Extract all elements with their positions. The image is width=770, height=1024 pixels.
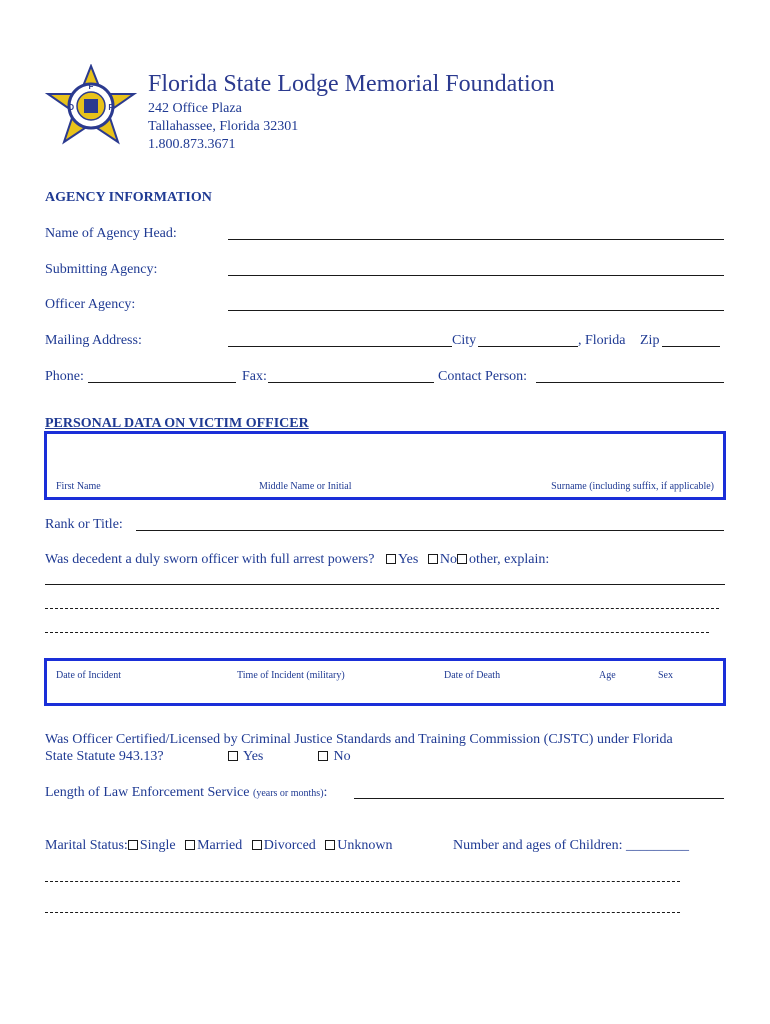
certified-question-line-1: Was Officer Certified/Licensed by Criminal Justice Standards and Training Commission (CJSTC) under Florida	[45, 732, 673, 747]
officer-agency-label: Officer Agency:	[45, 297, 136, 312]
mailing-address-label: Mailing Address:	[45, 333, 142, 348]
first-name-label: First Name	[56, 481, 101, 492]
name-box[interactable]	[44, 431, 726, 500]
service-units: (years or months)	[252, 788, 324, 799]
marital-single-checkbox[interactable]	[128, 840, 138, 850]
service-label-group: Length of Law Enforcement Service (years or months):	[45, 785, 328, 800]
certified-no-label: No	[333, 749, 351, 764]
service-field[interactable]	[354, 798, 724, 799]
marital-unknown-label: Unknown	[337, 838, 393, 853]
agency-section-title: AGENCY INFORMATION	[45, 190, 212, 205]
sworn-question-text: Was decedent a duly sworn officer with full arrest powers?	[45, 552, 375, 567]
marital-single-label: Single	[139, 838, 176, 853]
address-line-1: 242 Office Plaza	[148, 101, 242, 116]
marital-married-label: Married	[197, 838, 243, 853]
sex-label: Sex	[658, 670, 673, 681]
fax-label: Fax:	[242, 369, 267, 384]
certified-question-line-2: State Statute 943.13?	[45, 749, 164, 764]
svg-text:P: P	[108, 103, 114, 112]
certified-no-checkbox[interactable]	[318, 751, 328, 761]
mailing-address-field[interactable]	[228, 346, 452, 347]
phone-number: 1.800.873.3671	[148, 137, 236, 152]
marital-status-group	[45, 838, 393, 854]
agency-head-label: Name of Agency Head:	[45, 226, 177, 241]
phone-label: Phone:	[45, 369, 84, 384]
sworn-yes-checkbox[interactable]	[386, 554, 396, 564]
city-field[interactable]	[478, 346, 578, 347]
sworn-other-label: other, explain:	[468, 552, 550, 567]
service-label: Length of Law Enforcement Service	[45, 785, 250, 800]
children-label: Number and ages of Children: _________	[453, 838, 690, 853]
middle-name-label: Middle Name or Initial	[259, 481, 352, 492]
zip-label: Zip	[640, 333, 660, 348]
certified-yes-label: Yes	[242, 749, 264, 764]
marital-married-checkbox[interactable]	[185, 840, 195, 850]
sworn-other-checkbox[interactable]	[457, 554, 467, 564]
svg-text:O: O	[67, 103, 75, 112]
certified-yes-checkbox[interactable]	[228, 751, 238, 761]
rank-label: Rank or Title:	[45, 517, 123, 532]
certified-yes-option	[228, 749, 263, 765]
marital-divorced-checkbox[interactable]	[252, 840, 262, 850]
address-line-2: Tallahassee, Florida 32301	[148, 119, 299, 134]
children-line-2[interactable]	[45, 912, 680, 913]
svg-text:F: F	[88, 82, 94, 91]
sworn-no-label: No	[439, 552, 457, 567]
children-line-1[interactable]	[45, 881, 680, 882]
contact-person-field[interactable]	[536, 382, 724, 383]
marital-divorced-label: Divorced	[263, 838, 316, 853]
incident-box[interactable]	[44, 658, 726, 706]
sworn-no-checkbox[interactable]	[428, 554, 438, 564]
city-label: City	[452, 333, 477, 348]
contact-person-label: Contact Person:	[438, 369, 528, 384]
date-of-incident-label: Date of Incident	[56, 670, 121, 681]
age-label: Age	[599, 670, 616, 681]
time-of-incident-label: Time of Incident (military)	[237, 670, 345, 681]
phone-field[interactable]	[88, 382, 236, 383]
submitting-agency-field[interactable]	[228, 275, 724, 276]
sworn-yes-label: Yes	[397, 552, 419, 567]
victim-section-title: PERSONAL DATA ON VICTIM OFFICER	[45, 416, 309, 431]
officer-agency-field[interactable]	[228, 310, 724, 311]
org-name: Florida State Lodge Memorial Foundation	[148, 71, 555, 97]
state-label: , Florida	[578, 333, 626, 348]
marital-unknown-checkbox[interactable]	[325, 840, 335, 850]
date-of-death-label: Date of Death	[444, 670, 501, 681]
explain-line-1[interactable]	[45, 584, 725, 585]
surname-label: Surname (including suffix, if applicable)	[551, 481, 714, 492]
certified-no-option	[318, 749, 351, 765]
zip-field[interactable]	[662, 346, 720, 347]
submitting-agency-label: Submitting Agency:	[45, 262, 158, 277]
explain-line-2[interactable]	[45, 608, 719, 609]
sworn-question	[45, 552, 549, 568]
rank-field[interactable]	[136, 530, 724, 531]
marital-label: Marital Status:	[45, 838, 128, 853]
fop-star-logo	[44, 64, 138, 146]
agency-head-field[interactable]	[228, 239, 724, 240]
fax-field[interactable]	[268, 382, 434, 383]
explain-line-3[interactable]	[45, 632, 709, 633]
